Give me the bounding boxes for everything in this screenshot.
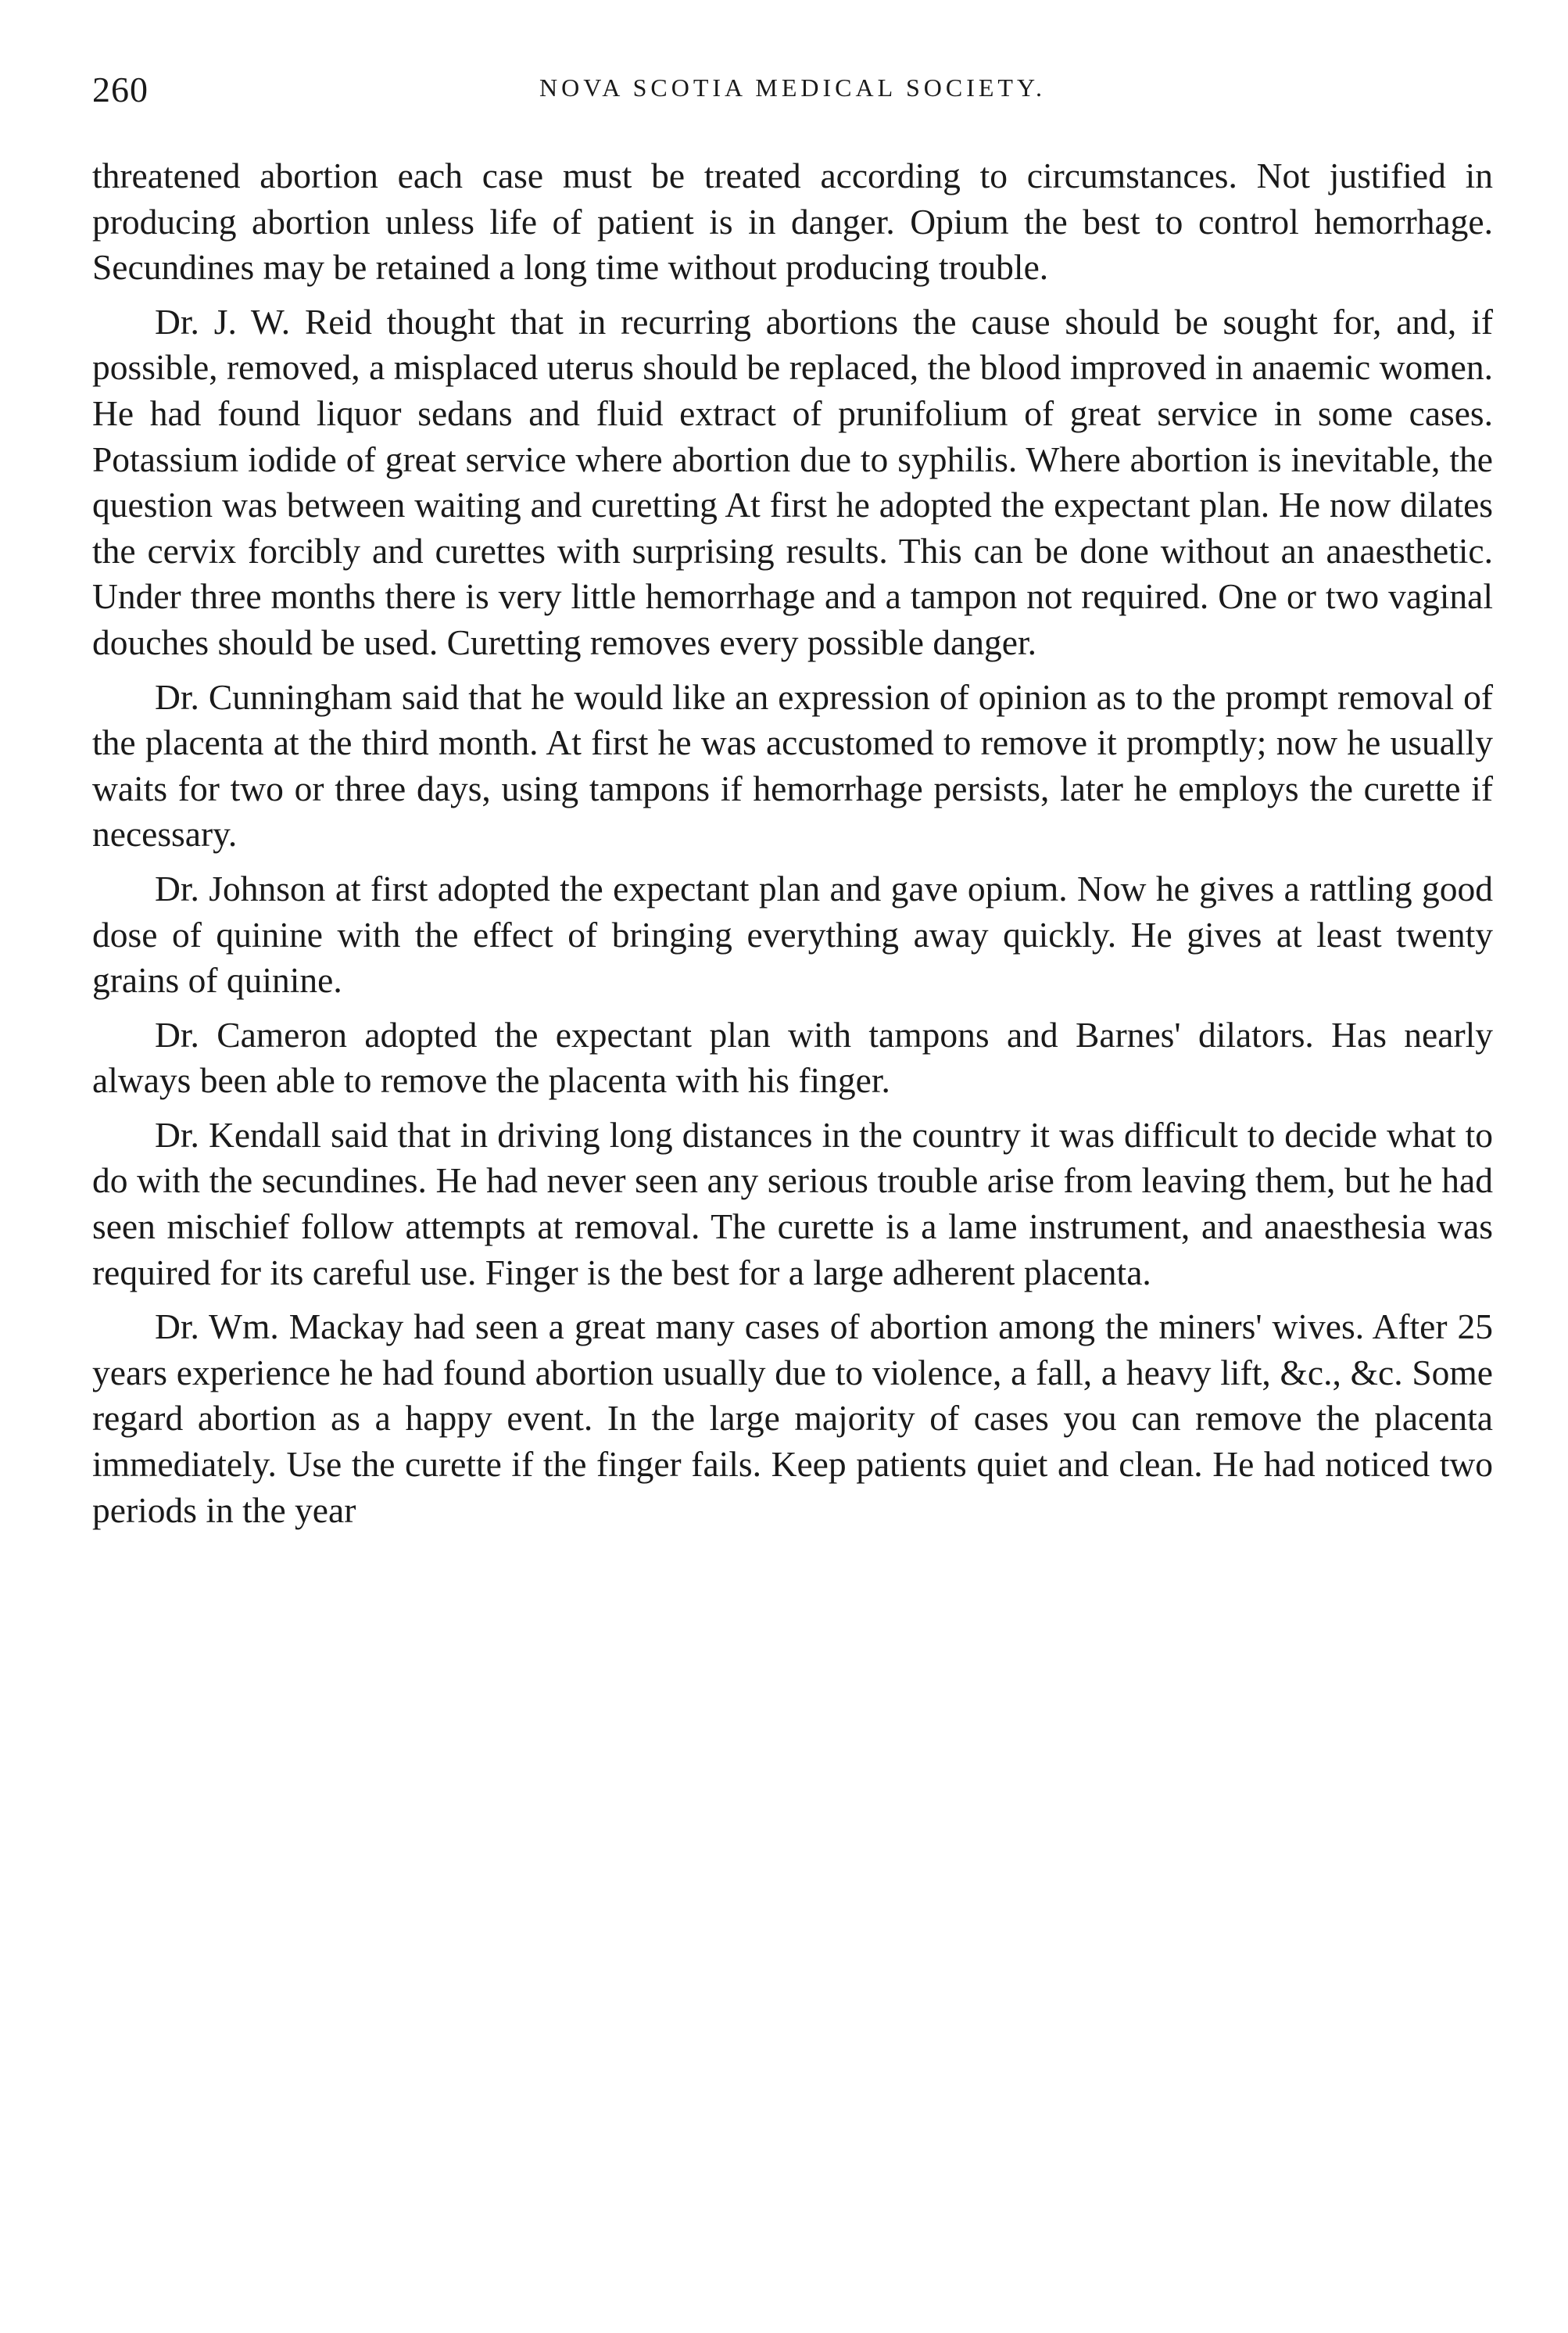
page-number: 260 [92,70,149,109]
paragraph-kendall: Dr. Kendall said that in driving long distances in the country it was difficult to decide what to do with the secundines. He had never seen any serious trouble arise from leaving them, but he had seen mischief follow attempts at removal. The curette is a lame instrument, and anaesthesia was required for its careful use. Finger is the best for a large adherent placenta. [92,1114,1493,1292]
paragraph-continuation: threatened abortion each case must be treated according to circumstances. Not justified in producing abortion unless life of patient is in danger. Opium the best to control hemorrhage. Secundines may be retained a long time without producing trouble. [92,156,1493,288]
paragraph-cameron: Dr. Cameron adopted the expectant plan with tampons and Barnes' dilators. Has nearly always been able to remove the placenta with his finger. [92,1014,1493,1101]
body-text [92,153,1493,1542]
paragraph-johnson: Dr. Johnson at first adopted the expectant plan and gave opium. Now he gives a rattling good dose of quinine with the effect of bringing everything away quickly. He gives at least twenty grains of quinine. [92,868,1493,1001]
paragraph-reid: Dr. J. W. Reid thought that in recurring abortions the cause should be sought for, and, if possible, removed, a misplaced uterus should be replaced, the blood improved in anaemic women. He had found liquor sedans and fluid extract of prunifolium of great service in some cases. Potassium iodide of great service where abortion due to syphilis. Where abortion is inevitable, the question was between waiting and curetting At first he adopted the expectant plan. He now dilates the cervix forcibly and curettes with surprising results. This can be done without an anaesthetic. Under three months there is very little hemorrhage and a tampon not required. One or two vaginal douches should be used. Curetting removes every possible danger. [92,301,1493,662]
paragraph-mackay: Dr. Wm. Mackay had seen a great many cases of abortion among the miners' wives. After 25 years experience he had found abortion usually due to violence, a fall, a heavy lift, &c., &c. Some regard abortion as a happy event. In the large majority of cases you can remove the placenta immediately. Use the curette if the finger fails. Keep patients quiet and clean. He had noticed two periods in the year [92,1306,1493,1530]
paragraph-cunningham: Dr. Cunningham said that he would like an expression of opinion as to the prompt removal of the placenta at the third month. At first he was accustomed to remove it promptly; now he usually waits for two or three days, using tampons if hemorrhage persists, later he employs the curette if necessary. [92,676,1493,855]
page-header [92,69,1493,116]
running-title: NOVA SCOTIA MEDICAL SOCIETY. [539,73,1046,102]
